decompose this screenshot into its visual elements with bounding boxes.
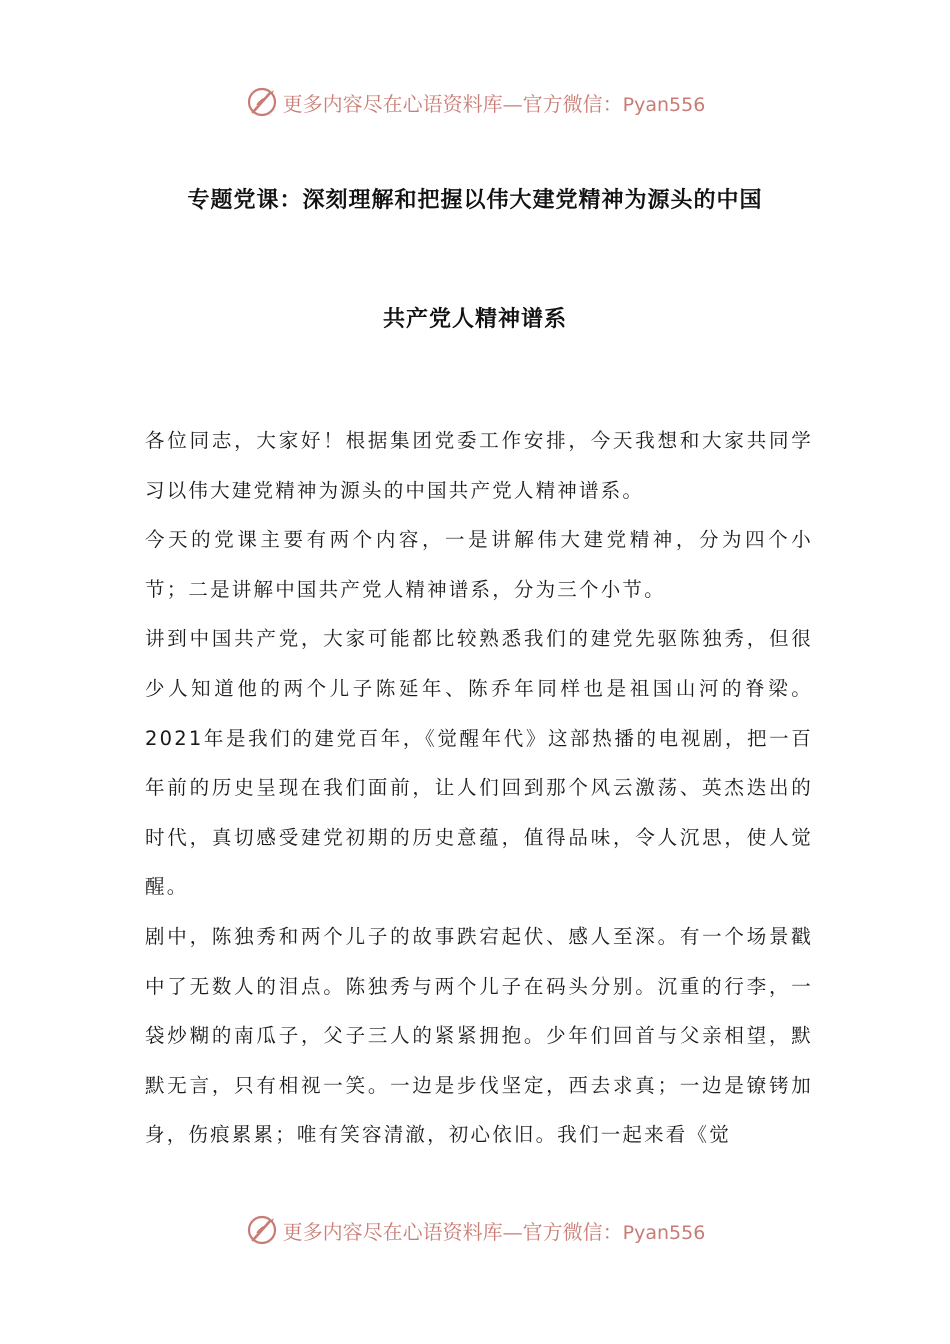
paragraph: 剧中，陈独秀和两个儿子的故事跌宕起伏、感人至深。有一个场景戳中了无数人的泪点。陈独秀与两个儿子在码头分别。沉重的行李，一袋炒糊的南瓜子，父子三人的紧紧拥抱。少年们回首与父亲相望，默默无言，只有相视一笑。一边是步伐坚定，西去求真；一边是镣铐加身，伤痕累累；唯有笑容清澈，初心依旧。我们一起来看《觉 <box>145 924 813 1147</box>
quill-logo-icon <box>245 1213 279 1247</box>
document-title-line2: 共产党人精神谱系 <box>382 307 567 332</box>
footer-banner-text <box>283 1216 706 1245</box>
footer-wechat-account: Pyan556 <box>622 1221 706 1244</box>
document-body <box>145 416 813 1160</box>
footer-banner-label: 更多内容尽在心语资料库—官方微信： <box>282 1219 623 1244</box>
paragraph: 今天的党课主要有两个内容，一是讲解伟大建党精神，分为四个小节；二是讲解中国共产党人精神谱系，分为三个小节。 <box>145 528 813 601</box>
footer-banner <box>0 1210 950 1250</box>
header-banner <box>0 82 950 122</box>
paragraph: 各位同志，大家好！根据集团党委工作安排，今天我想和大家共同学习以伟大建党精神为源头的中国共产党人精神谱系。 <box>145 429 813 502</box>
quill-logo-icon <box>245 85 279 119</box>
header-wechat-account: Pyan556 <box>622 93 706 116</box>
paragraph: 讲到中国共产党，大家可能都比较熟悉我们的建党先驱陈独秀，但很少人知道他的两个儿子陈延年、陈乔年同样也是祖国山河的脊梁。2021年是我们的建党百年，《觉醒年代》这部热播的电视剧，把一百年前的历史呈现在我们面前，让人们回到那个风云激荡、英杰迭出的时代，真切感受建党初期的历史意蕴，值得品味，令人沉思，使人觉醒。 <box>145 627 813 899</box>
document-title-line1: 专题党课：深刻理解和把握以伟大建党精神为源头的中国 <box>187 188 763 213</box>
header-banner-text <box>283 88 706 117</box>
header-banner-label: 更多内容尽在心语资料库—官方微信： <box>282 91 623 116</box>
